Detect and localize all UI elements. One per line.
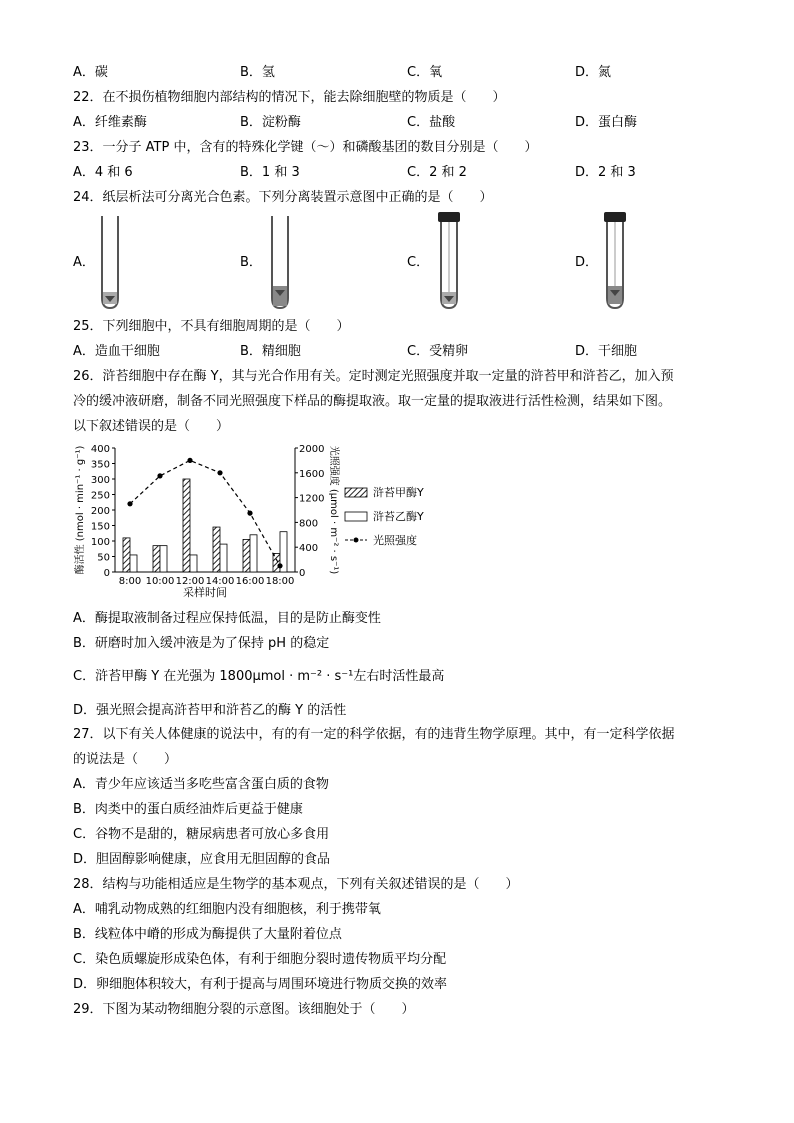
q22-option-c: C．盐酸 — [407, 115, 456, 130]
legend-label-series1: 浒苔甲酶Y — [373, 486, 424, 499]
light-intensity-point — [247, 511, 252, 516]
bar-series2 — [130, 555, 137, 572]
y-tick-label: 300 — [90, 475, 110, 486]
x-tick-label: 16:00 — [235, 576, 265, 587]
light-intensity-point — [187, 458, 192, 463]
q27-option-c: C．谷物不是甜的，糖尿病患者可放心多食用 — [73, 827, 330, 842]
x-axis-label: 采样时间 — [183, 586, 227, 598]
y2-tick-label: 0 — [299, 568, 306, 579]
y2-tick-label: 800 — [299, 518, 319, 530]
light-intensity-point — [127, 501, 132, 506]
q26-option-b: B．研磨时加入缓冲液是为了保持 pH 的稳定 — [73, 636, 330, 651]
x-tick-label: 8:00 — [118, 576, 142, 587]
test-tube-d — [600, 212, 630, 312]
q22-option-a: A．纤维素酶 — [73, 115, 147, 130]
light-intensity-point — [277, 563, 282, 568]
light-intensity-line — [130, 460, 280, 565]
bar-series2 — [220, 544, 227, 572]
test-tube-a — [98, 214, 122, 312]
q24-option-d: D． — [575, 255, 599, 270]
bar-series2 — [250, 535, 257, 572]
y-tick-label: 250 — [90, 490, 110, 502]
q22-option-b: B．淀粉酶 — [240, 115, 301, 130]
legend-swatch-series2 — [345, 512, 367, 521]
bar-series2 — [160, 546, 167, 572]
q25-option-b: B．精细胞 — [240, 344, 301, 359]
legend-label-line: 光照强度 — [373, 534, 417, 547]
x-tick-label: 14:00 — [205, 576, 235, 587]
y2-tick-label: 1600 — [299, 468, 325, 480]
x-tick-label: 10:00 — [145, 576, 175, 587]
q25-option-c: C．受精卵 — [407, 344, 469, 359]
y-tick-label: 150 — [90, 521, 110, 533]
x-tick-label: 12:00 — [175, 576, 205, 587]
bar-series1 — [123, 538, 130, 572]
q23-option-b: B．1 和 3 — [240, 165, 300, 180]
q28-option-c: C．染色质螺旋形成染色体，有利于细胞分裂时遗传物质平均分配 — [73, 952, 447, 967]
y-tick-label: 50 — [97, 552, 110, 564]
y-tick-label: 200 — [90, 506, 110, 517]
q27-option-d: D．胆固醇影响健康，应食用无胆固醇的食品 — [73, 852, 331, 867]
q28-option-b: B．线粒体中嵴的形成为酶提供了大量附着位点 — [73, 927, 342, 942]
q21-option-b: B．氢 — [240, 65, 275, 80]
q29-stem: 29．下图为某动物细胞分裂的示意图。该细胞处于（ ） — [73, 1002, 415, 1017]
q22-option-d: D．蛋白酶 — [575, 115, 638, 130]
y2-axis-label: 光照强度 (μmol · m⁻² · s⁻¹) — [328, 445, 339, 575]
y2-tick-label: 1200 — [299, 493, 325, 505]
q27-option-a: A．青少年应该适当多吃些富含蛋白质的食物 — [73, 777, 329, 792]
test-tube-c — [434, 212, 464, 312]
legend-point — [354, 538, 359, 543]
bar-series1 — [243, 539, 250, 572]
q23-option-c: C．2 和 2 — [407, 165, 467, 180]
q24-option-c: C． — [407, 255, 430, 270]
q28-option-a: A．哺乳动物成熟的红细胞内没有细胞核，利于携带氧 — [73, 902, 381, 917]
bar-series1 — [183, 479, 190, 572]
q24-option-a: A． — [73, 255, 95, 270]
legend-label-series2: 浒苔乙酶Y — [373, 510, 424, 523]
y-tick-label: 100 — [90, 537, 110, 548]
q27-stem-line1: 27．以下有关人体健康的说法中，有的有一定的科学依据，有的违背生物学原理。其中，有一定科学依据 — [73, 727, 675, 742]
y2-tick-label: 400 — [299, 543, 319, 555]
q26-stem-line3: 以下叙述错误的是（ ） — [73, 419, 230, 434]
q21-option-c: C．氧 — [407, 65, 443, 80]
q26-option-d: D．强光照会提高浒苔甲和浒苔乙的酶 Y 的活性 — [73, 703, 347, 718]
light-intensity-point — [157, 473, 162, 478]
q27-stem-line2: 的说法是（ ） — [73, 752, 178, 767]
legend-swatch-series1 — [345, 488, 367, 497]
q28-stem: 28．结构与功能相适应是生物学的基本观点，下列有关叙述错误的是（ ） — [73, 877, 519, 892]
q21-option-d: D．氮 — [575, 65, 612, 80]
y-axis-label: 酶活性 (nmol · min⁻¹ · g⁻¹) — [75, 445, 86, 575]
q22-stem: 22．在不损伤植物细胞内部结构的情况下，能去除细胞壁的物质是（ ） — [73, 90, 506, 105]
light-intensity-point — [217, 470, 222, 475]
q26-stem-line1: 26．浒苔细胞中存在酶 Y，其与光合作用有关。定时测定光照强度并取一定量的浒苔甲和浒苔乙，加入预 — [73, 369, 674, 384]
q23-stem: 23．一分子 ATP 中，含有的特殊化学键（～）和磷酸基团的数目分别是（ ） — [73, 140, 538, 155]
y2-tick-label: 2000 — [299, 444, 325, 455]
q23-option-d: D．2 和 3 — [575, 165, 636, 180]
x-tick-label: 18:00 — [265, 576, 295, 587]
bar-series1 — [153, 546, 160, 572]
enzyme-activity-chart — [73, 438, 445, 598]
test-tube-b — [268, 214, 292, 312]
y-tick-label: 0 — [103, 568, 110, 579]
q25-option-d: D．干细胞 — [575, 344, 638, 359]
q21-option-a: A．碳 — [73, 65, 108, 80]
q27-option-b: B．肉类中的蛋白质经油炸后更益于健康 — [73, 802, 303, 817]
q26-stem-line2: 冷的缓冲液研磨，制备不同光照强度下样品的酶提取液。取一定量的提取液进行活性检测，结果如下图。 — [73, 394, 672, 409]
bar-series1 — [213, 527, 220, 572]
q28-option-d: D．卵细胞体积较大，有利于提高与周围环境进行物质交换的效率 — [73, 977, 448, 992]
y-tick-label: 350 — [90, 459, 110, 471]
q25-option-a: A．造血干细胞 — [73, 344, 160, 359]
bar-series2 — [190, 555, 197, 572]
q26-option-a: A．酶提取液制备过程应保持低温，目的是防止酶变性 — [73, 611, 381, 626]
q23-option-a: A．4 和 6 — [73, 165, 133, 180]
q24-stem: 24．纸层析法可分离光合色素。下列分离装置示意图中正确的是（ ） — [73, 190, 493, 205]
y-tick-label: 400 — [90, 444, 110, 455]
q26-option-c: C．浒苔甲酶 Y 在光强为 1800μmol · m⁻² · s⁻¹左右时活性最高 — [73, 669, 445, 684]
q24-option-b: B． — [240, 255, 262, 270]
q25-stem: 25．下列细胞中，不具有细胞周期的是（ ） — [73, 319, 350, 334]
